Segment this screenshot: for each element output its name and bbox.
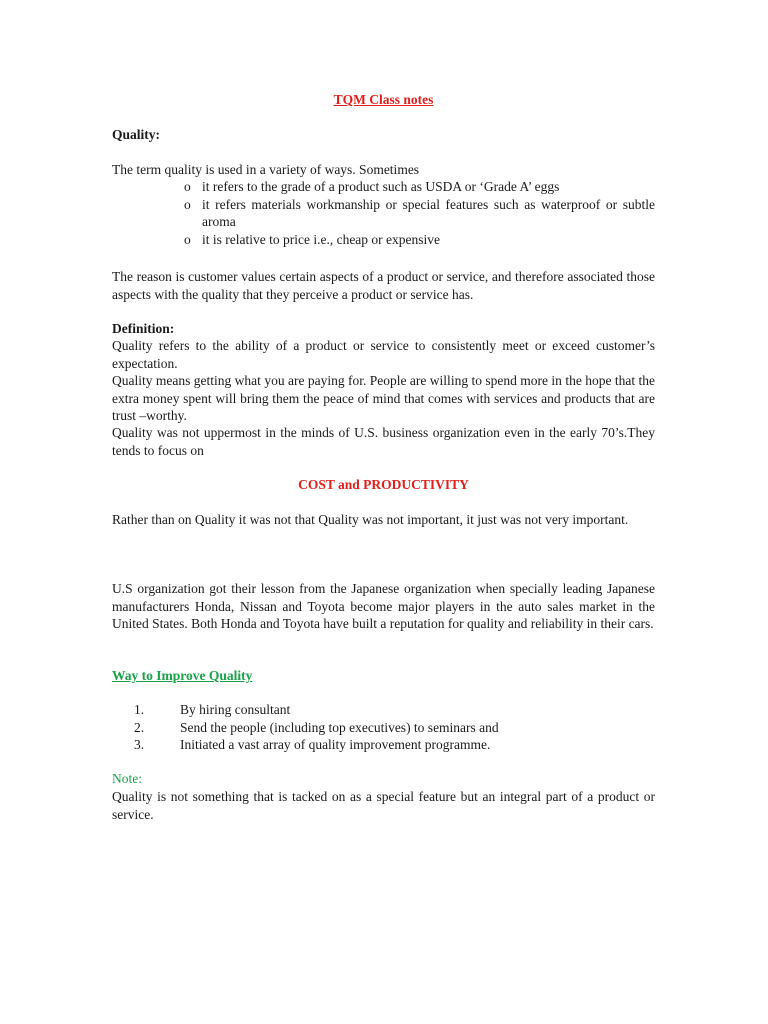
cost-productivity-heading: COST and PRODUCTIVITY — [298, 477, 469, 492]
list-item — [134, 719, 655, 737]
note-label: Note: — [112, 771, 142, 786]
bullet-text: it refers to the grade of a product such as USDA or ‘Grade A’ eggs — [202, 179, 560, 194]
cost-paragraph-1: Rather than on Quality it was not that Quality was not important, it just was not very important. — [112, 512, 629, 527]
page-title: TQM Class notes — [333, 92, 434, 107]
definition-paragraph-1: Quality refers to the ability of a product or service to consistently meet or exceed customer’s expectation. — [112, 338, 655, 371]
improve-quality-list — [134, 701, 655, 754]
list-item — [184, 178, 655, 196]
definition-heading: Definition: — [112, 321, 175, 336]
definition-paragraph-3: Quality was not uppermost in the minds of U.S. business organization even in the early 70’s.They tends to focus on — [112, 425, 655, 458]
improve-quality-heading: Way to Improve Quality — [112, 668, 253, 683]
list-item — [134, 701, 655, 719]
bullet-text: it is relative to price i.e., cheap or expensive — [202, 231, 441, 247]
list-item — [134, 736, 655, 754]
list-number: 3. — [134, 737, 145, 752]
list-item-text: Send the people (including top executives) to seminars and — [180, 719, 499, 735]
list-item — [184, 231, 655, 249]
list-item-text: Initiated a vast array of quality improvement programme. — [180, 737, 491, 752]
list-number: 2. — [134, 719, 145, 735]
definition-paragraph-2: Quality means getting what you are paying for. People are willing to spend more in the hope that the extra money spent will bring them the peace of mind that comes with services and products that are trust –worthy. — [112, 373, 655, 423]
cost-paragraph-2: U.S organization got their lesson from the Japanese organization when specially leading Japanese manufacturers Honda, Nissan and Toyota become major players in the auto sales market in the United States. Both Honda and Toyota have built a reputation for quality and reliability in their cars. — [112, 581, 655, 631]
bullet-marker: o — [184, 231, 191, 247]
note-paragraph: Quality is not something that is tacked on as a special feature but an integral part of a product or service. — [112, 789, 655, 822]
quality-heading: Quality: — [112, 127, 161, 142]
quality-reason-paragraph: The reason is customer values certain aspects of a product or service, and therefore associated those aspects with the quality that they perceive a product or service has. — [112, 269, 655, 302]
list-number: 1. — [134, 702, 145, 717]
quality-bullet-list — [184, 178, 655, 248]
bullet-marker: o — [184, 196, 191, 212]
quality-intro: The term quality is used in a variety of ways. Sometimes — [112, 162, 420, 177]
bullet-marker: o — [184, 179, 191, 194]
list-item — [184, 196, 655, 231]
bullet-text: it refers materials workmanship or special features such as waterproof or subtle aroma — [202, 196, 655, 229]
list-item-text: By hiring consultant — [180, 702, 291, 717]
